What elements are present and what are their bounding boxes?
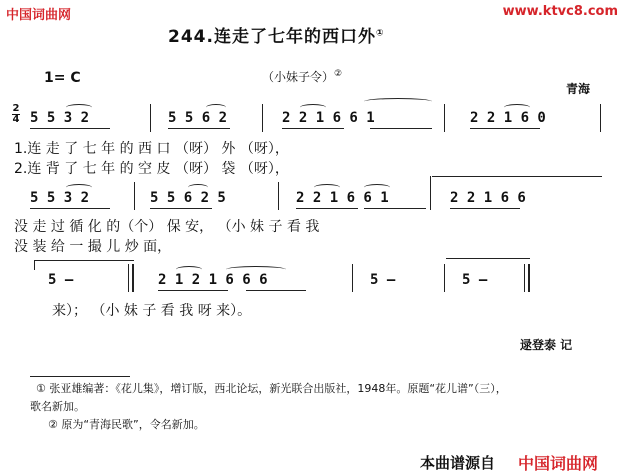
time-sig-top: 2 [12,103,20,114]
final-barline [528,264,530,292]
song-title [168,22,385,47]
underline-beam [450,208,520,209]
row1-measure3: 2 2 1 6 6 1 [282,110,375,126]
row1-lyric-verse1: 1.连 走 了 七 年 的 西 口 （呀） 外 （呀）， [14,141,289,157]
slur [226,266,286,273]
underline-beam [168,128,230,129]
footnote-rule [30,376,130,377]
underline-beam [364,208,426,209]
row1-measure2: 5 5 6 2 [168,110,228,126]
footnote-1-line2: 歌名新加。 [30,400,85,413]
underline-beam [30,208,110,209]
slur [300,104,326,111]
subtitle-footnote-mark: ② [334,69,343,79]
recorder-credit: 逯登泰 记 [520,338,573,352]
underline-beam [246,290,306,291]
time-sig-bottom: 4 [12,114,20,125]
underline-beam [470,128,540,129]
barline [128,264,129,292]
footer-site-name[interactable]: 中国词曲网 [518,454,599,473]
barline [150,104,151,132]
row2-lyric-verse2: 没 装 给 一 撮 儿 炒 面， [14,239,172,255]
slur [364,184,390,191]
region-label: 青海 [566,82,591,96]
key-signature: 1= C [44,70,81,86]
row2-measure2: 5 5 6 2 5 [150,190,226,206]
repeat-bracket [446,258,530,259]
barline [444,104,445,132]
row1-measure1: 5 5 3 2 [30,110,90,126]
watermark-left: 中国词曲网 [6,8,72,23]
slur [314,184,340,191]
underline-beam [158,290,228,291]
row3-measure3: 5 — [370,272,396,288]
row2-measure4: 2 2 1 6 6 [450,190,526,206]
title-footnote-mark: ① [375,28,385,39]
row3-lyric: 来）； （小 妹 子 看 我 呀 来）。 [52,303,252,319]
row3-measure1: 5 — [48,272,74,288]
barline [524,264,525,292]
subtitle-text: （小妹子令） [262,70,335,84]
barline [278,182,279,210]
barline [600,104,601,132]
repeat-barline [132,264,134,292]
footer-source-label: 本曲谱源自 [420,454,496,472]
time-signature [12,104,20,125]
underline-beam [30,128,110,129]
barline [444,264,445,292]
bracket-end [34,260,35,270]
row2-measure1: 5 5 3 2 [30,190,90,206]
barline [262,104,263,132]
underline-beam [150,208,212,209]
barline [430,176,431,210]
underline-beam [282,128,344,129]
slur [504,104,530,111]
row2-measure3: 2 2 1 6 6 1 [296,190,389,206]
slur [66,184,92,191]
slur [206,104,226,111]
row2-lyric-verse1: 没 走 过 循 化 的（个） 保 安， （小 妹 子 看 我 [14,219,320,235]
watermark-right: www.ktvc8.com [502,4,618,19]
song-subtitle [262,68,342,85]
row1-lyric-verse2: 2.连 背 了 七 年 的 空 皮 （呀） 袋 （呀）， [14,161,289,177]
song-title-text: 244.连走了七年的西口外 [168,27,376,47]
slur [66,104,92,111]
row3-measure2: 2 1 2 1 6 6 6 [158,272,268,288]
barline [352,264,353,292]
row1-measure4: 2 2 1 6 0 [470,110,546,126]
underline-beam [370,128,432,129]
slur [188,184,208,191]
underline-beam [296,208,358,209]
slur [364,98,432,105]
footnote-1-line1: ① 张亚雄编著：《花儿集》，增订版，西北论坛，新光联合出版社，1948年。原题“花儿谱”（三）， [36,382,507,395]
row3-measure4: 5 — [462,272,488,288]
slur [176,266,202,273]
footnote-2: ② 原为“青海民歌”，令名新加。 [48,418,205,431]
repeat-bracket [34,260,134,261]
repeat-bracket [432,176,602,177]
barline [134,182,135,210]
